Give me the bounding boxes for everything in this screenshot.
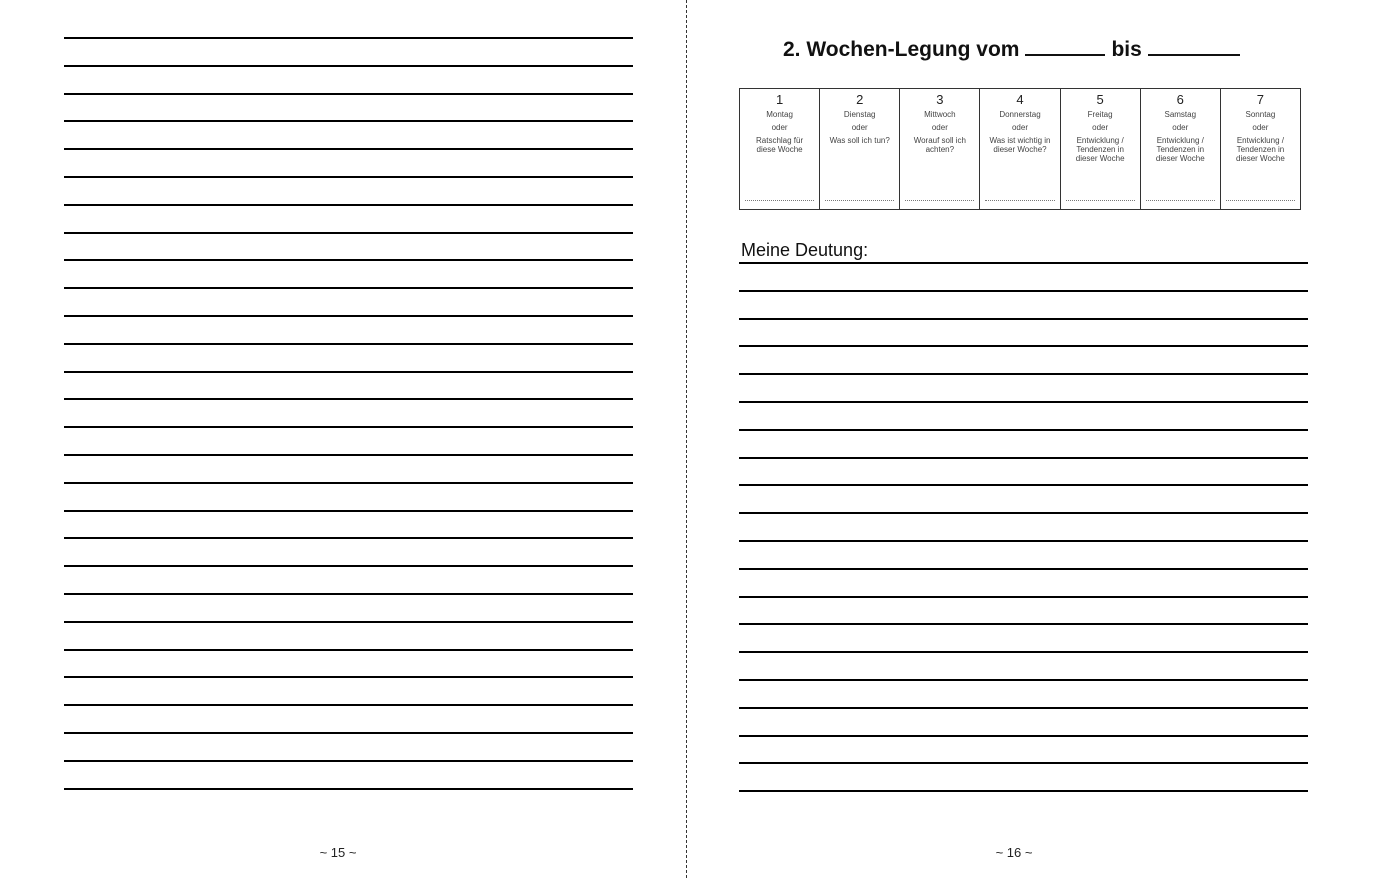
left-writing-line[interactable] <box>64 148 633 150</box>
left-writing-line[interactable] <box>64 537 633 539</box>
week-cell-meaning: Entwicklung / Tendenzen in dieser Woche <box>1236 136 1285 163</box>
right-writing-line[interactable] <box>739 762 1308 764</box>
left-writing-line[interactable] <box>64 120 633 122</box>
week-row <box>740 89 1301 210</box>
left-writing-line[interactable] <box>64 676 633 678</box>
right-writing-line[interactable] <box>739 401 1308 403</box>
left-writing-line[interactable] <box>64 704 633 706</box>
week-cell-4[interactable] <box>980 89 1060 210</box>
card-name-dotted-line[interactable] <box>905 200 974 201</box>
week-cell-1[interactable] <box>740 89 820 210</box>
right-writing-line[interactable] <box>739 457 1308 459</box>
left-writing-line[interactable] <box>64 510 633 512</box>
left-writing-line[interactable] <box>64 259 633 261</box>
week-cell-or: oder <box>1172 123 1189 132</box>
left-writing-line[interactable] <box>64 371 633 373</box>
left-writing-line[interactable] <box>64 232 633 234</box>
right-writing-line[interactable] <box>739 290 1308 292</box>
left-writing-line[interactable] <box>64 565 633 567</box>
week-cell-day: Freitag <box>1087 110 1113 119</box>
left-writing-line[interactable] <box>64 287 633 289</box>
left-writing-line[interactable] <box>64 649 633 651</box>
card-name-dotted-line[interactable] <box>1066 200 1135 201</box>
week-cell-day: Donnerstag <box>999 110 1041 119</box>
right-writing-line[interactable] <box>739 373 1308 375</box>
week-cell-7[interactable] <box>1220 89 1300 210</box>
week-cell-or: oder <box>1252 123 1269 132</box>
week-cell-meaning: Entwicklung / Tendenzen in dieser Woche <box>1075 136 1125 163</box>
week-cell-day: Samstag <box>1164 110 1197 119</box>
week-cell-3[interactable] <box>900 89 980 210</box>
week-cell-day: Dienstag <box>843 110 876 119</box>
week-cell-or: oder <box>1011 123 1028 132</box>
week-cell-6[interactable] <box>1140 89 1220 210</box>
right-writing-line[interactable] <box>739 735 1308 737</box>
left-writing-line[interactable] <box>64 732 633 734</box>
title-middle: bis <box>1111 38 1142 61</box>
left-writing-line[interactable] <box>64 788 633 790</box>
page-title <box>783 36 1240 62</box>
left-writing-line[interactable] <box>64 93 633 95</box>
week-cell-meaning: Was soll ich tun? <box>829 136 890 145</box>
page-number-left: ~ 15 ~ <box>319 845 357 860</box>
right-writing-line[interactable] <box>739 429 1308 431</box>
week-cell-or: oder <box>1092 123 1109 132</box>
right-writing-line[interactable] <box>739 262 1308 264</box>
left-writing-line[interactable] <box>64 621 633 623</box>
week-cell-2[interactable] <box>820 89 900 210</box>
week-cell-or: oder <box>851 123 868 132</box>
date-to-blank[interactable] <box>1148 36 1240 56</box>
left-page <box>0 0 686 878</box>
left-writing-line[interactable] <box>64 482 633 484</box>
week-cell-or: oder <box>931 123 948 132</box>
week-cell-meaning: Worauf soll ich achten? <box>913 136 967 154</box>
right-writing-line[interactable] <box>739 596 1308 598</box>
week-cell-number: 3 <box>936 92 944 107</box>
week-cell-meaning: Entwicklung / Tendenzen in dieser Woche <box>1155 136 1205 163</box>
interpretation-label: Meine Deutung: <box>741 240 869 260</box>
right-writing-line[interactable] <box>739 679 1308 681</box>
right-writing-line[interactable] <box>739 568 1308 570</box>
right-writing-line[interactable] <box>739 345 1308 347</box>
week-cell-day: Montag <box>766 110 793 119</box>
left-writing-line[interactable] <box>64 315 633 317</box>
page-number-right: ~ 16 ~ <box>995 845 1033 860</box>
week-spread-table <box>739 88 1301 210</box>
left-writing-line[interactable] <box>64 204 633 206</box>
right-page <box>688 0 1376 878</box>
week-cell-meaning: Was ist wichtig in dieser Woche? <box>989 136 1051 154</box>
week-cell-day: Sonntag <box>1245 110 1276 119</box>
week-cell-5[interactable] <box>1060 89 1140 210</box>
week-cell-number: 4 <box>1016 92 1024 107</box>
left-writing-line[interactable] <box>64 37 633 39</box>
week-cell-meaning: Ratschlag für diese Woche <box>756 136 804 154</box>
week-cell-number: 6 <box>1176 92 1184 107</box>
week-cell-or: oder <box>771 123 788 132</box>
right-writing-line[interactable] <box>739 651 1308 653</box>
card-name-dotted-line[interactable] <box>825 200 894 201</box>
left-writing-line[interactable] <box>64 760 633 762</box>
right-writing-line[interactable] <box>739 484 1308 486</box>
left-writing-line[interactable] <box>64 398 633 400</box>
left-writing-line[interactable] <box>64 426 633 428</box>
week-cell-number: 7 <box>1256 92 1265 107</box>
left-writing-line[interactable] <box>64 593 633 595</box>
card-name-dotted-line[interactable] <box>1226 200 1295 201</box>
card-name-dotted-line[interactable] <box>985 200 1054 201</box>
week-cell-number: 2 <box>856 92 864 107</box>
card-name-dotted-line[interactable] <box>1146 200 1215 201</box>
left-writing-line[interactable] <box>64 343 633 345</box>
title-prefix: 2. Wochen-Legung vom <box>783 38 1020 61</box>
date-from-blank[interactable] <box>1025 36 1105 56</box>
week-cell-number: 5 <box>1096 92 1104 107</box>
left-writing-line[interactable] <box>64 454 633 456</box>
week-cell-day: Mittwoch <box>924 110 956 119</box>
right-writing-line[interactable] <box>739 623 1308 625</box>
left-writing-line[interactable] <box>64 176 633 178</box>
left-writing-line[interactable] <box>64 65 633 67</box>
card-name-dotted-line[interactable] <box>745 200 814 201</box>
page-divider <box>686 0 687 878</box>
right-writing-line[interactable] <box>739 790 1308 792</box>
week-cell-number: 1 <box>775 92 784 107</box>
right-writing-line[interactable] <box>739 707 1308 709</box>
right-writing-line[interactable] <box>739 512 1308 514</box>
right-writing-line[interactable] <box>739 318 1308 320</box>
right-writing-line[interactable] <box>739 540 1308 542</box>
